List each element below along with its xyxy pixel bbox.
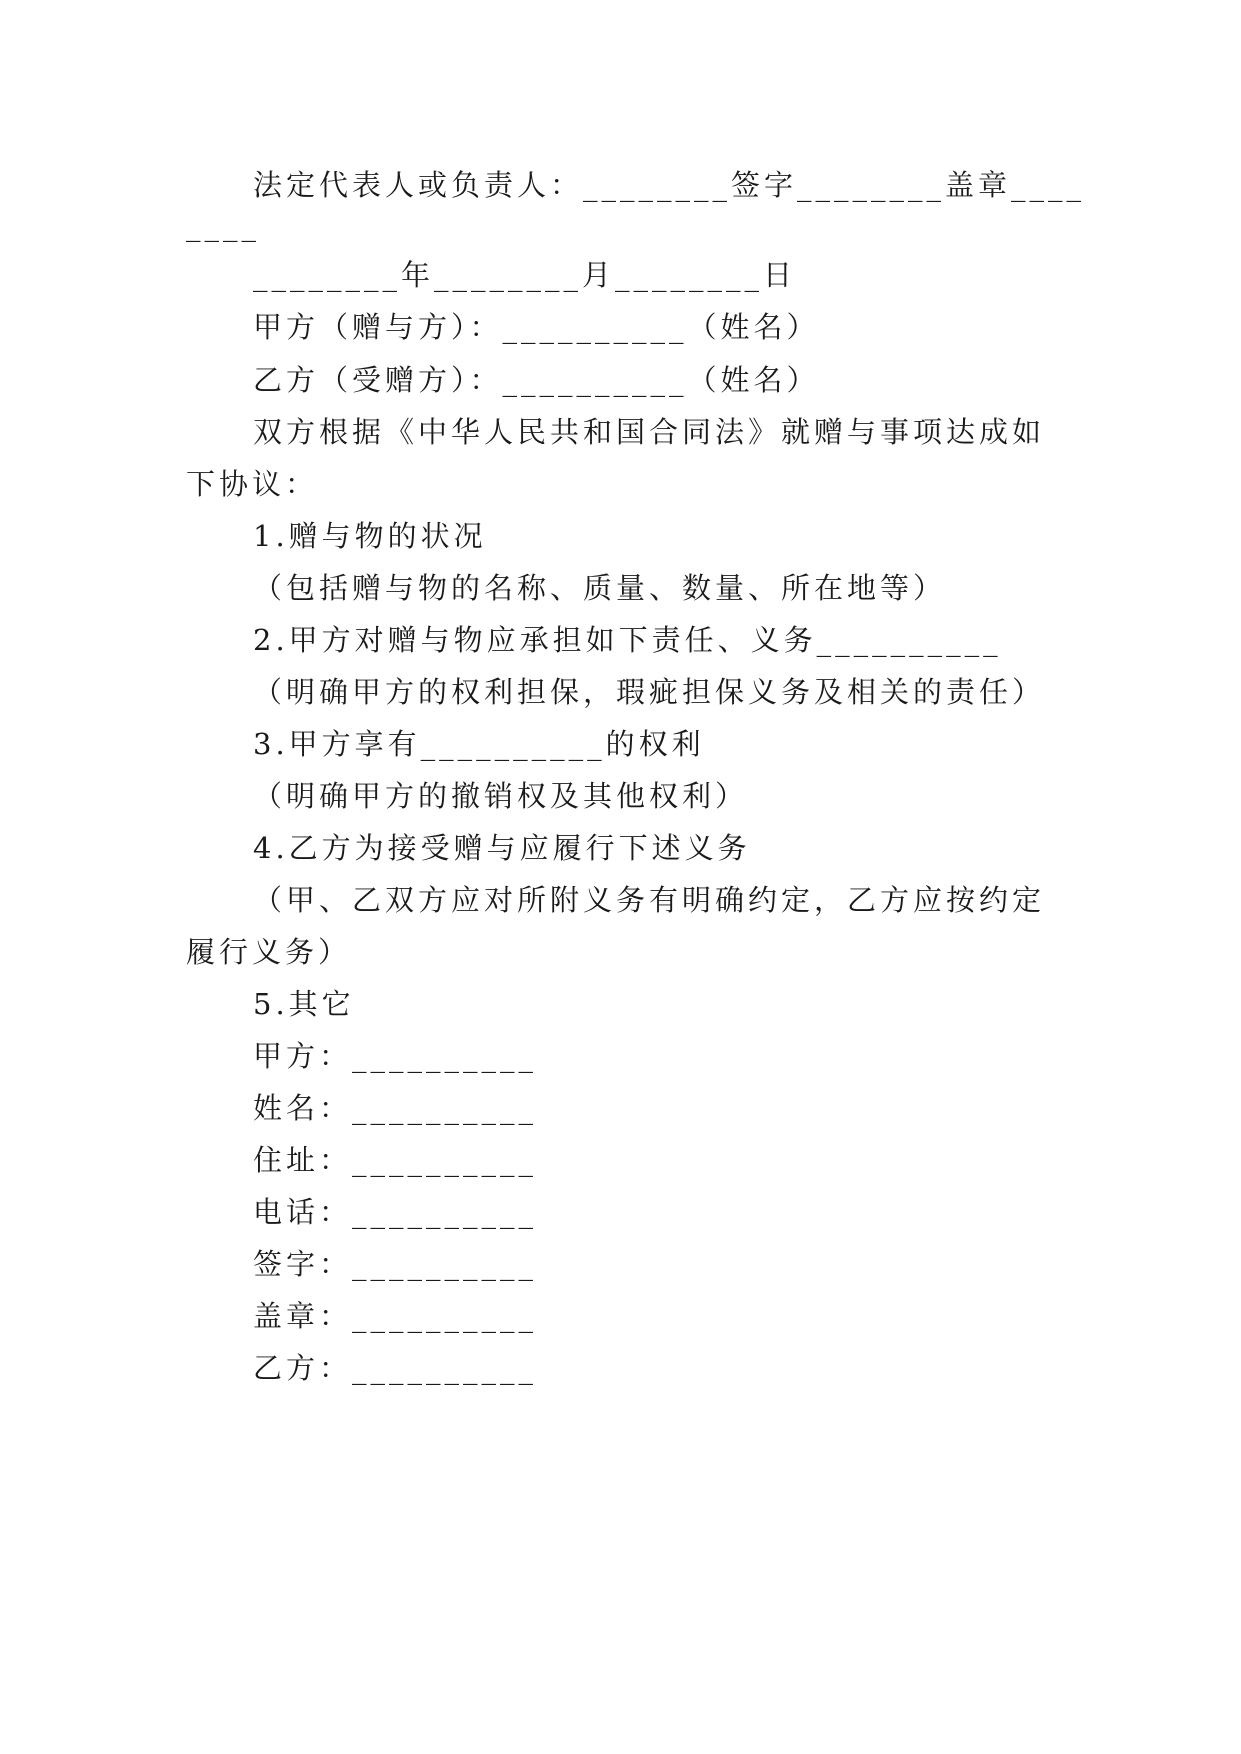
clause-4-note-continuation: 履行义务） — [186, 935, 352, 969]
signature-name: 姓名：__________ — [253, 1091, 538, 1125]
clause-5-heading: 5.其它 — [253, 987, 355, 1021]
clause-3-heading: 3.甲方享有__________的权利 — [253, 727, 705, 761]
clause-2-heading: 2.甲方对赠与物应承担如下责任、义务__________ — [253, 623, 1002, 657]
date-line: ________年________月________日 — [253, 258, 797, 292]
signature-seal: 盖章：__________ — [253, 1299, 538, 1333]
clause-4-note: （甲、乙双方应对所附义务有明确约定，乙方应按约定 — [253, 883, 1046, 917]
clause-4-heading: 4.乙方为接受赠与应履行下述义务 — [253, 831, 751, 865]
clause-3-note: （明确甲方的撤销权及其他权利） — [253, 779, 749, 813]
signature-party-b: 乙方：__________ — [253, 1351, 538, 1385]
agreement-intro-continuation: 下协议： — [186, 467, 319, 501]
party-b-donee-line: 乙方（受赠方）：__________（姓名） — [253, 363, 820, 397]
signature-address: 住址：__________ — [253, 1143, 538, 1177]
signature-phone: 电话：__________ — [253, 1195, 538, 1229]
signature-party-a: 甲方：__________ — [253, 1039, 538, 1073]
clause-1-note: （包括赠与物的名称、质量、数量、所在地等） — [253, 571, 947, 605]
blank-continuation-line: ____ — [186, 208, 260, 242]
legal-representative-line: 法定代表人或负责人：________签字________盖章____ — [253, 168, 1086, 202]
clause-2-note: （明确甲方的权利担保，瑕疵担保义务及相关的责任） — [253, 675, 1046, 709]
clause-1-heading: 1.赠与物的状况 — [253, 519, 487, 553]
party-a-donor-line: 甲方（赠与方）：__________（姓名） — [253, 310, 820, 344]
agreement-intro-line: 双方根据《中华人民共和国合同法》就赠与事项达成如 — [253, 415, 1046, 449]
signature-sign: 签字：__________ — [253, 1247, 538, 1281]
